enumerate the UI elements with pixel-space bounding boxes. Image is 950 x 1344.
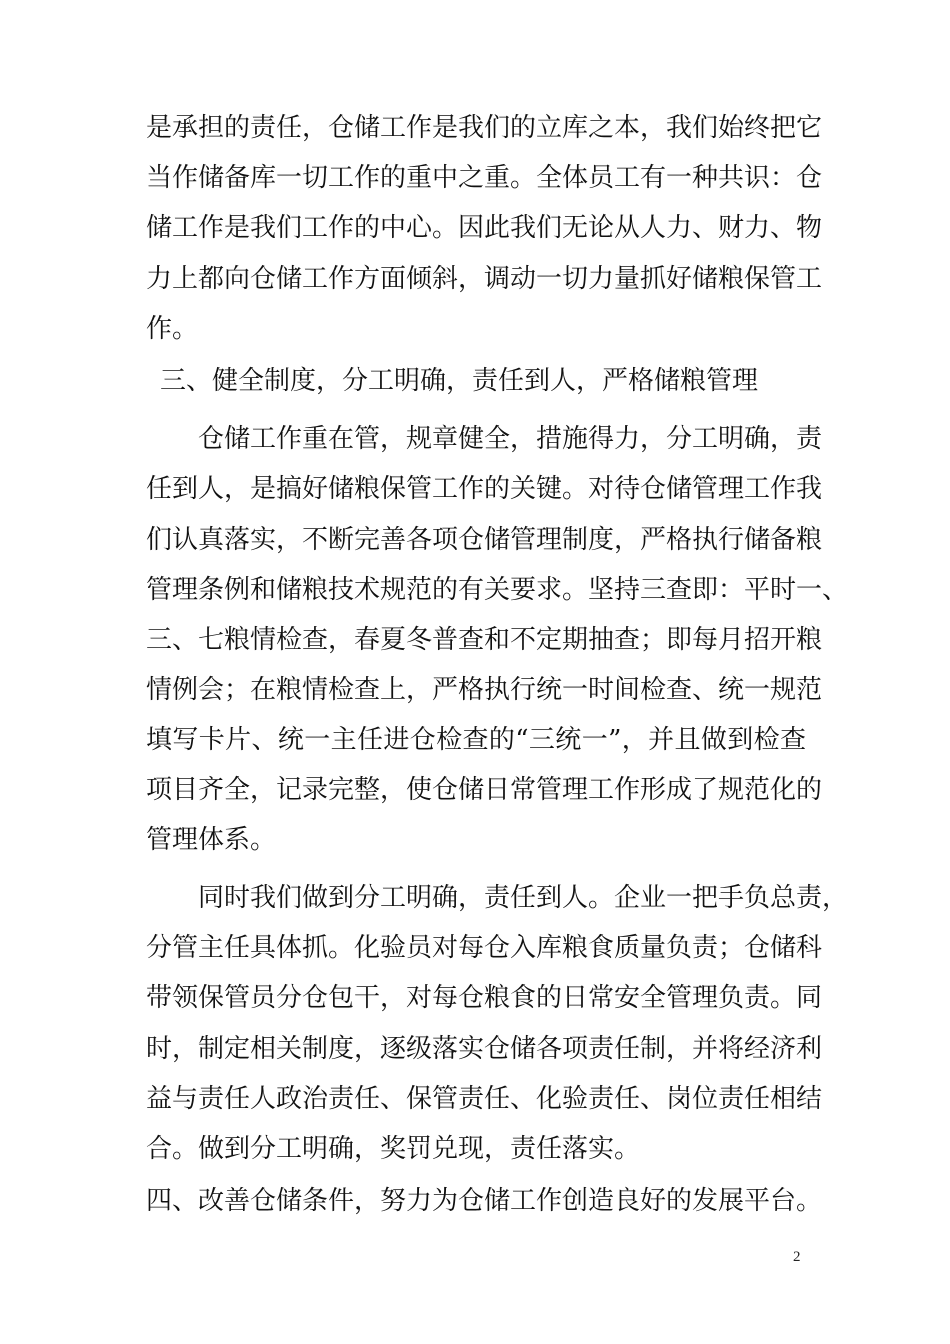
paragraph-line: 任到人，是搞好储粮保管工作的关键。对待仓储管理工作我 [146,474,823,504]
paragraph-line: 们认真落实，不断完善各项仓储管理制度，严格执行储备粮 [146,525,823,555]
paragraph-line: 情例会；在粮情检查上，严格执行统一时间检查、统一规范 [146,675,823,705]
paragraph-line: 项目齐全，记录完整，使仓储日常管理工作形成了规范化的 [146,775,823,805]
paragraph-line: 管理条例和储粮技术规范的有关要求。坚持三查即：平时一、 [146,575,849,605]
paragraph-line: 仓储工作重在管，规章健全，措施得力，分工明确，责 [198,424,823,454]
section-heading-3: 三、健全制度，分工明确，责任到人，严格储粮管理 [160,366,759,396]
paragraph-line: 分管主任具体抓。化验员对每仓入库粮食质量负责；仓储科 [146,933,823,963]
paragraph-line: 管理体系。 [146,825,277,855]
paragraph-line: 合。做到分工明确，奖罚兑现，责任落实。 [146,1134,641,1164]
paragraph-line: 益与责任人政治责任、保管责任、化验责任、岗位责任相结 [146,1084,823,1114]
paragraph-line: 当作储备库一切工作的重中之重。全体员工有一种共识：仓 [146,163,823,193]
section-heading-4: 四、改善仓储条件，努力为仓储工作创造良好的发展平台。 [146,1186,823,1216]
paragraph-line: 储工作是我们工作的中心。因此我们无论从人力、财力、物 [146,213,823,243]
paragraph-line: 同时我们做到分工明确，责任到人。企业一把手负总责， [198,883,849,913]
paragraph-line: 是承担的责任，仓储工作是我们的立库之本，我们始终把它 [146,113,823,143]
paragraph-line: 带领保管员分仓包干，对每仓粮食的日常安全管理负责。同 [146,983,823,1013]
paragraph-line: 时，制定相关制度，逐级落实仓储各项责任制，并将经济利 [146,1034,823,1064]
paragraph-line: 三、七粮情检查，春夏冬普查和不定期抽查；即每月招开粮 [146,625,823,655]
paragraph-line: 作。 [146,314,199,344]
paragraph-line: 力上都向仓储工作方面倾斜，调动一切力量抓好储粮保管工 [146,264,823,294]
paragraph-line: 填写卡片、统一主任进仓检查的“三统一”，并且做到检查 [146,725,806,755]
page-number: 2 [793,1249,801,1265]
